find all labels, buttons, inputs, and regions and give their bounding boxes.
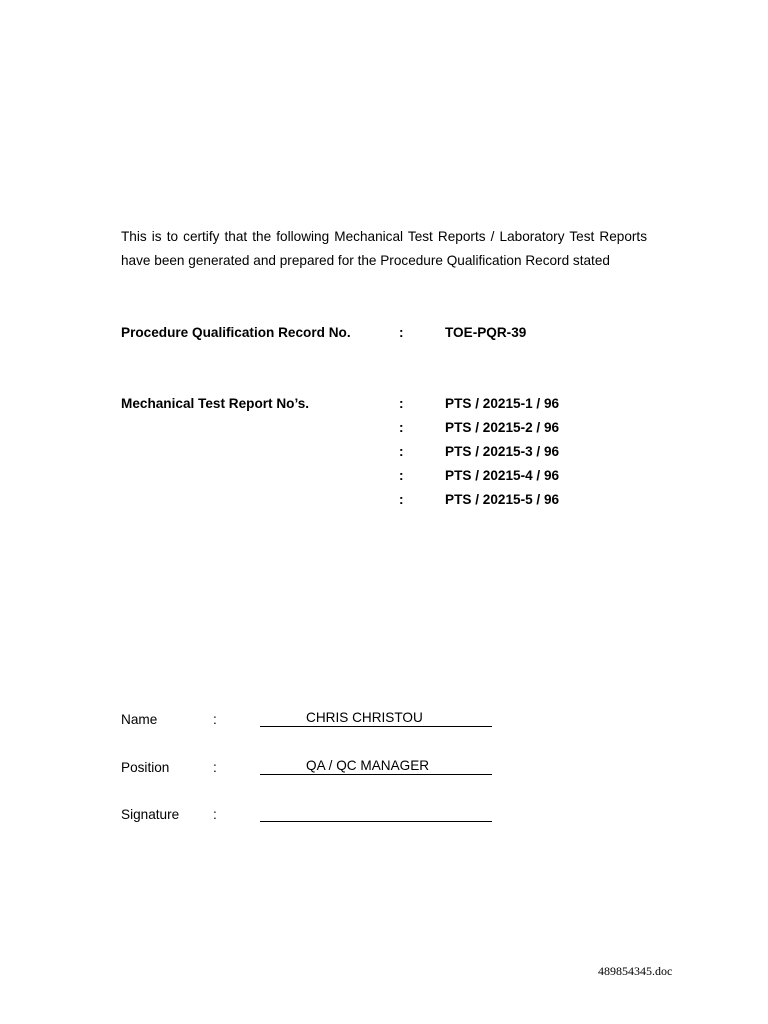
pqr-label: Procedure Qualification Record No.	[121, 325, 351, 340]
position-field	[260, 757, 492, 775]
name-field	[260, 709, 492, 727]
mtr-value: PTS / 20215-2 / 96	[445, 420, 560, 435]
signature-label: Signature	[121, 807, 180, 822]
position-colon: :	[213, 760, 217, 775]
name-label: Name	[121, 712, 158, 727]
mtr-colon: :	[399, 468, 404, 483]
position-label: Position	[121, 760, 170, 775]
signature-colon: :	[213, 807, 217, 822]
position-row	[121, 757, 501, 779]
footer-filename: 489854345.doc	[598, 964, 673, 978]
mtr-colon: :	[399, 492, 404, 507]
mtr-colon: :	[399, 444, 404, 459]
mtr-item	[399, 393, 639, 417]
mtr-list	[399, 393, 639, 513]
name-value: CHRIS CHRISTOU	[306, 710, 423, 725]
mtr-value: PTS / 20215-5 / 96	[445, 492, 560, 507]
mtr-value: PTS / 20215-4 / 96	[445, 468, 560, 483]
certification-statement: This is to certify that the following Mechanical Test Reports / Laboratory Test Reports have been generated and prepared for the Procedure Qualification Record stated	[121, 228, 647, 268]
mtr-item	[399, 489, 639, 513]
pqr-colon: :	[399, 325, 404, 340]
mtr-colon: :	[399, 420, 404, 435]
signature-line	[260, 804, 492, 822]
mtr-value: PTS / 20215-1 / 96	[445, 396, 560, 411]
signature-row	[121, 804, 501, 826]
mtr-colon: :	[399, 396, 404, 411]
mtr-item	[399, 417, 639, 441]
mtr-label: Mechanical Test Report No’s.	[121, 396, 310, 411]
name-row	[121, 709, 501, 731]
mtr-item	[399, 465, 639, 489]
mtr-value: PTS / 20215-3 / 96	[445, 444, 560, 459]
position-value: QA / QC MANAGER	[306, 758, 430, 773]
mtr-item	[399, 441, 639, 465]
pqr-row	[121, 322, 681, 344]
name-colon: :	[213, 712, 217, 727]
pqr-value: TOE-PQR-39	[445, 325, 527, 340]
